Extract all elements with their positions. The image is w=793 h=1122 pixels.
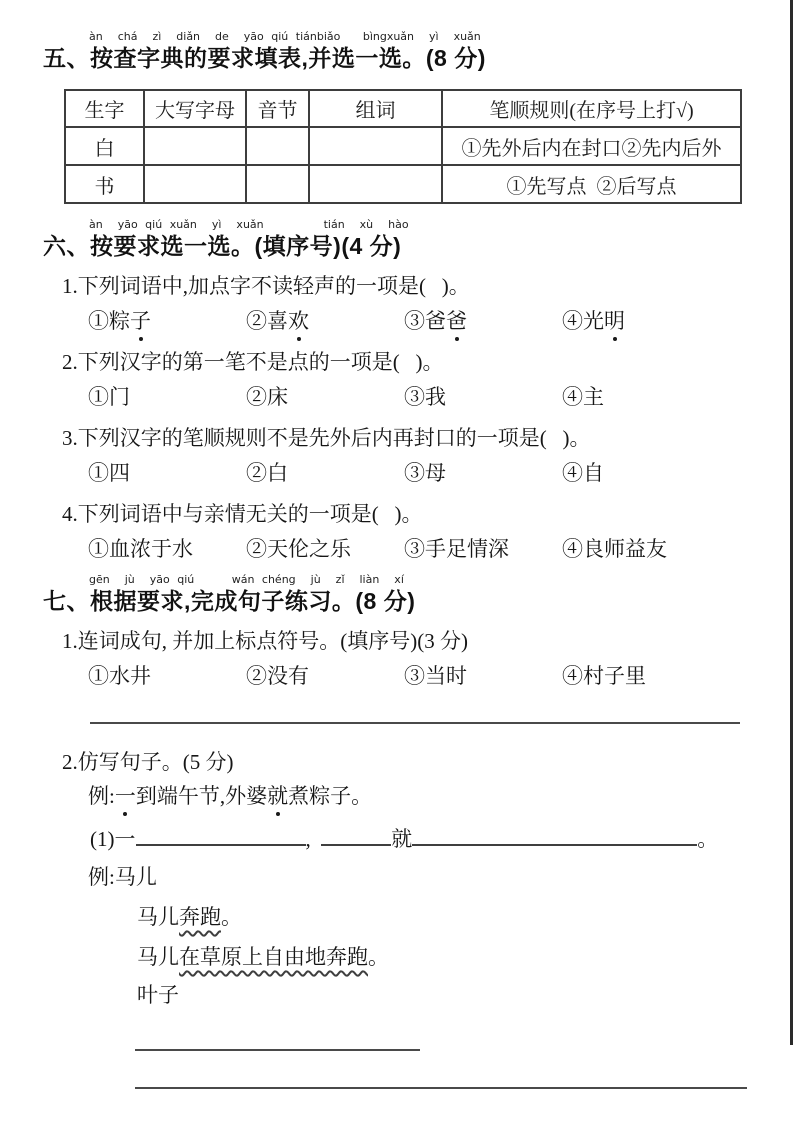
emphasized-char: 子: [130, 309, 151, 333]
answer-line: [135, 1087, 747, 1089]
section7-title: 七、根据要求,完成句子练习。(8 分): [43, 588, 416, 614]
col-header-word: 组词: [309, 90, 442, 127]
hanzi-cell: 白: [65, 127, 144, 165]
answer-line: [90, 722, 740, 724]
question-6-1: 1.下列词语中,加点字不读轻声的一项是( )。: [62, 274, 470, 298]
option: ②没有: [246, 664, 309, 688]
options-6-3: [88, 459, 752, 487]
options-6-4: [88, 535, 752, 563]
option: ③当时: [404, 664, 467, 688]
question-6-2: 2.下列汉字的第一笔不是点的一项是( )。: [62, 350, 444, 374]
question-7-2: 2.仿写句子。(5 分): [62, 750, 234, 774]
answer-cell: [144, 127, 246, 165]
section5-title: 五、按查字典的要求填表,并选一选。(8 分): [43, 45, 486, 71]
section5-pinyin: àn chá zì diǎn de yāo qiú tiánbiǎo bìngxuǎn yì xuǎn: [89, 30, 481, 43]
emphasized-char: 爸: [446, 309, 467, 333]
option: ①粽子: [88, 309, 151, 333]
option: ②白: [246, 461, 288, 485]
emphasized-char: 明: [604, 309, 625, 333]
option: ④村子里: [562, 664, 646, 688]
section6-title: 六、按要求选一选。(填序号)(4 分): [43, 233, 402, 259]
model-sentence-2: 马儿在草原上自由地奔跑。: [137, 945, 389, 969]
rule-cell: ①先外后内在封口②先内后外: [442, 127, 741, 165]
emphasized-char: 一: [114, 784, 136, 808]
answer-cell: [246, 127, 309, 165]
section6-pinyin: àn yāo qiú xuǎn yì xuǎn tián xù hào: [89, 218, 409, 231]
fill-in-sentence: (1)一 , 就 。: [90, 827, 719, 851]
emphasized-char: 欢: [288, 309, 309, 333]
options-7-1: [88, 662, 752, 690]
option: ③我: [404, 385, 446, 409]
wavy-underlined-text: 奔跑: [179, 905, 221, 929]
option: ①水井: [88, 664, 151, 688]
option: ①血浓于水: [88, 537, 193, 561]
option: ④自: [562, 461, 604, 485]
question-6-4: 4.下列词语中与亲情无关的一项是( )。: [62, 502, 423, 526]
answer-cell: [309, 165, 442, 203]
col-header-syllable: 音节: [246, 90, 309, 127]
question-7-1: 1.连词成句, 并加上标点符号。(填序号)(3 分): [62, 629, 468, 653]
option: ④主: [562, 385, 604, 409]
option: ②喜欢: [246, 309, 309, 333]
option: ④光明: [562, 309, 625, 333]
answer-cell: [144, 165, 246, 203]
wavy-underlined-text: 在草原上自由地奔跑: [179, 945, 368, 969]
option: ②天伦之乐: [246, 537, 351, 561]
answer-blank: [136, 826, 306, 846]
col-header-rule: 笔顺规则(在序号上打√): [442, 90, 741, 127]
col-header-hanzi: 生字: [65, 90, 144, 127]
question-6-3: 3.下列汉字的笔顺规则不是先外后内再封口的一项是( )。: [62, 426, 591, 450]
answer-line: [135, 1049, 420, 1051]
option: ②床: [246, 385, 288, 409]
option: ③母: [404, 461, 446, 485]
prompt-word: 叶子: [137, 983, 179, 1007]
emphasized-char: 就: [267, 784, 289, 808]
rule-cell: ①先写点 ②后写点: [442, 165, 741, 203]
example-sentence-1: 例:一到端午节,外婆就煮粽子。: [88, 784, 373, 808]
option: ③手足情深: [404, 537, 509, 561]
section7-pinyin: gēn jù yāo qiú wán chéng jù zǐ liàn xí: [89, 573, 404, 586]
table-row: [65, 127, 741, 165]
options-6-2: [88, 383, 752, 411]
option: ①门: [88, 385, 130, 409]
table-row: [65, 165, 741, 203]
option: ①四: [88, 461, 130, 485]
options-6-1: [88, 307, 752, 335]
col-header-capital: 大写字母: [144, 90, 246, 127]
option: ③爸爸: [404, 309, 467, 333]
answer-blank: [412, 826, 697, 846]
example-sentence-2: 例:马儿: [88, 865, 157, 889]
model-sentence-1: 马儿奔跑。: [137, 905, 242, 929]
hanzi-cell: 书: [65, 165, 144, 203]
option: ④良师益友: [562, 537, 667, 561]
answer-cell: [309, 127, 442, 165]
dictionary-table: [64, 89, 742, 204]
answer-blank: [321, 826, 391, 846]
answer-cell: [246, 165, 309, 203]
table-header-row: [65, 90, 741, 127]
